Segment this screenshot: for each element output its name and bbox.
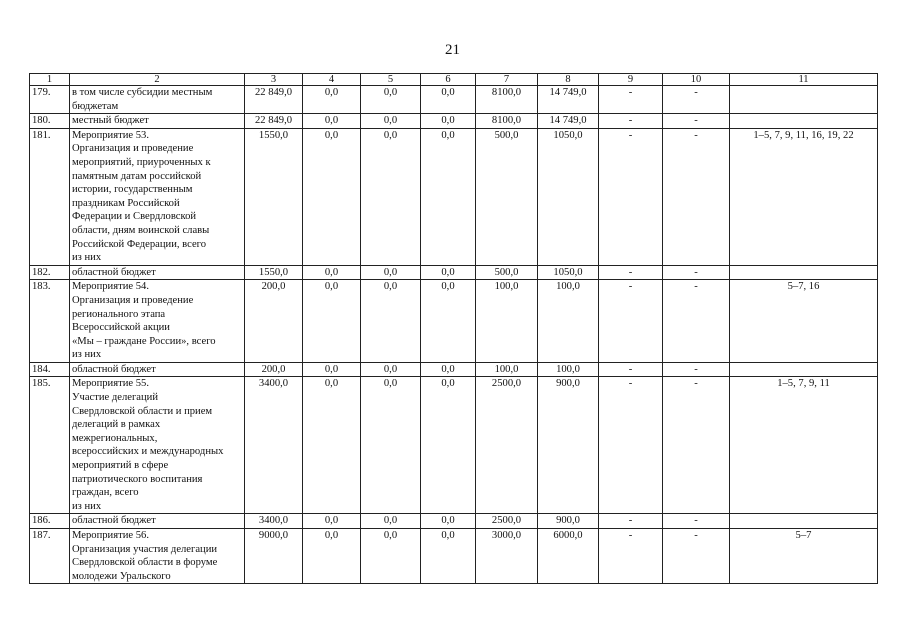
value-cell: - <box>599 377 663 514</box>
table-row <box>30 362 878 377</box>
value-cell: 0,0 <box>421 265 476 280</box>
value-cell: 0,0 <box>361 86 421 114</box>
table-row <box>30 280 878 363</box>
row-number-cell: 186. <box>30 514 70 529</box>
value-cell: - <box>599 362 663 377</box>
value-cell: 0,0 <box>361 114 421 129</box>
row-number-cell: 182. <box>30 265 70 280</box>
name-line: граждан, всего <box>72 487 139 499</box>
value-cell: - <box>599 529 663 584</box>
name-line: Организация участия делегации <box>72 543 218 555</box>
column-header: 10 <box>663 74 730 86</box>
row-name-cell <box>70 86 245 114</box>
value-cell: 0,0 <box>421 86 476 114</box>
value-cell: 0,0 <box>361 377 421 514</box>
value-cell: - <box>599 114 663 129</box>
value-cell: - <box>663 265 730 280</box>
value-cell: - <box>599 280 663 363</box>
name-line: Мероприятие 54. <box>72 281 149 293</box>
name-line: Всероссийской акции <box>72 322 170 334</box>
table-row <box>30 128 878 265</box>
target-indicators-cell: 5–7, 16 <box>730 280 878 363</box>
name-line: в том числе субсидии местным <box>72 87 213 98</box>
header-row <box>30 74 878 86</box>
name-line: бюджетам <box>72 100 119 112</box>
column-header: 6 <box>421 74 476 86</box>
value-cell: 900,0 <box>538 377 599 514</box>
value-cell: 0,0 <box>361 362 421 377</box>
value-cell: 0,0 <box>303 362 361 377</box>
row-name-cell <box>70 128 245 265</box>
value-cell: 22 849,0 <box>245 114 303 129</box>
value-cell: 0,0 <box>421 114 476 129</box>
value-cell: 9000,0 <box>245 529 303 584</box>
value-cell: - <box>599 128 663 265</box>
value-cell: - <box>663 529 730 584</box>
target-indicators-cell <box>730 265 878 280</box>
column-header: 9 <box>599 74 663 86</box>
name-line: Свердловской области в форуме <box>72 557 218 569</box>
value-cell: 22 849,0 <box>245 86 303 114</box>
name-line: Организация и проведение <box>72 143 194 155</box>
value-cell: 0,0 <box>303 265 361 280</box>
target-indicators-cell <box>730 114 878 129</box>
value-cell: 0,0 <box>303 128 361 265</box>
name-line: области, дням воинской славы <box>72 224 210 236</box>
table-row <box>30 265 878 280</box>
row-name-cell <box>70 280 245 363</box>
row-number-cell: 180. <box>30 114 70 129</box>
value-cell: 2500,0 <box>476 377 538 514</box>
value-cell: 1550,0 <box>245 128 303 265</box>
value-cell: - <box>663 114 730 129</box>
value-cell: 0,0 <box>361 265 421 280</box>
target-indicators-cell <box>730 362 878 377</box>
name-line: из них <box>72 500 102 512</box>
value-cell: 0,0 <box>303 280 361 363</box>
table-body <box>30 86 878 584</box>
value-cell: 3400,0 <box>245 377 303 514</box>
name-line: областной бюджет <box>72 266 156 278</box>
column-header: 7 <box>476 74 538 86</box>
name-line: мероприятий в сфере <box>72 460 169 472</box>
value-cell: 14 749,0 <box>538 114 599 129</box>
value-cell: 200,0 <box>245 362 303 377</box>
value-cell: 8100,0 <box>476 86 538 114</box>
value-cell: 3000,0 <box>476 529 538 584</box>
table-row <box>30 377 878 514</box>
name-line: всероссийских и международных <box>72 446 224 458</box>
name-line: Мероприятие 53. <box>72 129 149 141</box>
row-number-cell: 187. <box>30 529 70 584</box>
name-line: из них <box>72 252 102 264</box>
row-number-cell: 183. <box>30 280 70 363</box>
value-cell: 0,0 <box>361 514 421 529</box>
table-row <box>30 86 878 114</box>
target-indicators-cell <box>730 86 878 114</box>
value-cell: 100,0 <box>476 280 538 363</box>
value-cell: 0,0 <box>303 377 361 514</box>
value-cell: 14 749,0 <box>538 86 599 114</box>
value-cell: - <box>599 86 663 114</box>
value-cell: 200,0 <box>245 280 303 363</box>
row-name-cell <box>70 114 245 129</box>
name-line: Свердловской области и прием <box>72 405 213 417</box>
value-cell: - <box>599 514 663 529</box>
row-number-cell: 179. <box>30 86 70 114</box>
name-line: памятным датам российской <box>72 170 202 182</box>
target-indicators-cell <box>730 514 878 529</box>
value-cell: 1050,0 <box>538 265 599 280</box>
name-line: мероприятий, приуроченных к <box>72 156 211 168</box>
target-indicators-cell: 1–5, 7, 9, 11 <box>730 377 878 514</box>
name-line: межрегиональных, <box>72 432 158 444</box>
value-cell: - <box>663 128 730 265</box>
target-indicators-cell: 5–7 <box>730 529 878 584</box>
column-header: 5 <box>361 74 421 86</box>
value-cell: 0,0 <box>421 280 476 363</box>
value-cell: 500,0 <box>476 265 538 280</box>
row-name-cell <box>70 377 245 514</box>
value-cell: 1050,0 <box>538 128 599 265</box>
row-name-cell <box>70 514 245 529</box>
value-cell: 900,0 <box>538 514 599 529</box>
value-cell: 0,0 <box>303 514 361 529</box>
value-cell: 500,0 <box>476 128 538 265</box>
row-name-cell <box>70 265 245 280</box>
name-line: «Мы – граждане России», всего <box>72 335 216 347</box>
value-cell: - <box>663 280 730 363</box>
name-line: Участие делегаций <box>72 392 159 404</box>
row-number-cell: 184. <box>30 362 70 377</box>
value-cell: 0,0 <box>303 529 361 584</box>
name-line: Мероприятие 55. <box>72 378 149 390</box>
value-cell: - <box>663 362 730 377</box>
value-cell: 0,0 <box>421 128 476 265</box>
name-line: Мероприятие 56. <box>72 530 149 541</box>
table-row <box>30 514 878 529</box>
row-number-cell: 181. <box>30 128 70 265</box>
value-cell: - <box>663 377 730 514</box>
column-header: 4 <box>303 74 361 86</box>
value-cell: 100,0 <box>476 362 538 377</box>
budget-table <box>29 73 878 584</box>
name-line: областной бюджет <box>72 515 156 527</box>
value-cell: 0,0 <box>421 362 476 377</box>
column-header: 2 <box>70 74 245 86</box>
column-header: 8 <box>538 74 599 86</box>
name-line: местный бюджет <box>72 115 149 127</box>
value-cell: 0,0 <box>361 280 421 363</box>
value-cell: 0,0 <box>421 529 476 584</box>
value-cell: - <box>663 514 730 529</box>
value-cell: 1550,0 <box>245 265 303 280</box>
name-line: молодежи Уральского <box>72 570 171 582</box>
value-cell: - <box>663 86 730 114</box>
value-cell: 0,0 <box>303 86 361 114</box>
value-cell: 0,0 <box>361 529 421 584</box>
value-cell: 2500,0 <box>476 514 538 529</box>
table-row <box>30 114 878 129</box>
column-header: 1 <box>30 74 70 86</box>
name-line: Российской Федерации, всего <box>72 238 207 250</box>
page-number: 21 <box>445 42 460 58</box>
name-line: Организация и проведение <box>72 294 194 306</box>
value-cell: - <box>599 265 663 280</box>
row-number-cell: 185. <box>30 377 70 514</box>
value-cell: 0,0 <box>303 114 361 129</box>
name-line: праздникам Российской <box>72 197 180 209</box>
value-cell: 6000,0 <box>538 529 599 584</box>
name-line: из них <box>72 349 102 361</box>
row-name-cell <box>70 362 245 377</box>
column-header: 11 <box>730 74 878 86</box>
table-row <box>30 529 878 584</box>
value-cell: 100,0 <box>538 280 599 363</box>
value-cell: 8100,0 <box>476 114 538 129</box>
name-line: Федерации и Свердловской <box>72 211 197 223</box>
name-line: истории, государственным <box>72 184 193 196</box>
target-indicators-cell: 1–5, 7, 9, 11, 16, 19, 22 <box>730 128 878 265</box>
value-cell: 3400,0 <box>245 514 303 529</box>
name-line: регионального этапа <box>72 308 166 320</box>
value-cell: 0,0 <box>421 377 476 514</box>
name-line: патриотического воспитания <box>72 473 203 485</box>
name-line: областной бюджет <box>72 363 156 375</box>
column-header: 3 <box>245 74 303 86</box>
value-cell: 100,0 <box>538 362 599 377</box>
name-line: делегаций в рамках <box>72 419 161 431</box>
value-cell: 0,0 <box>421 514 476 529</box>
row-name-cell <box>70 529 245 584</box>
value-cell: 0,0 <box>361 128 421 265</box>
